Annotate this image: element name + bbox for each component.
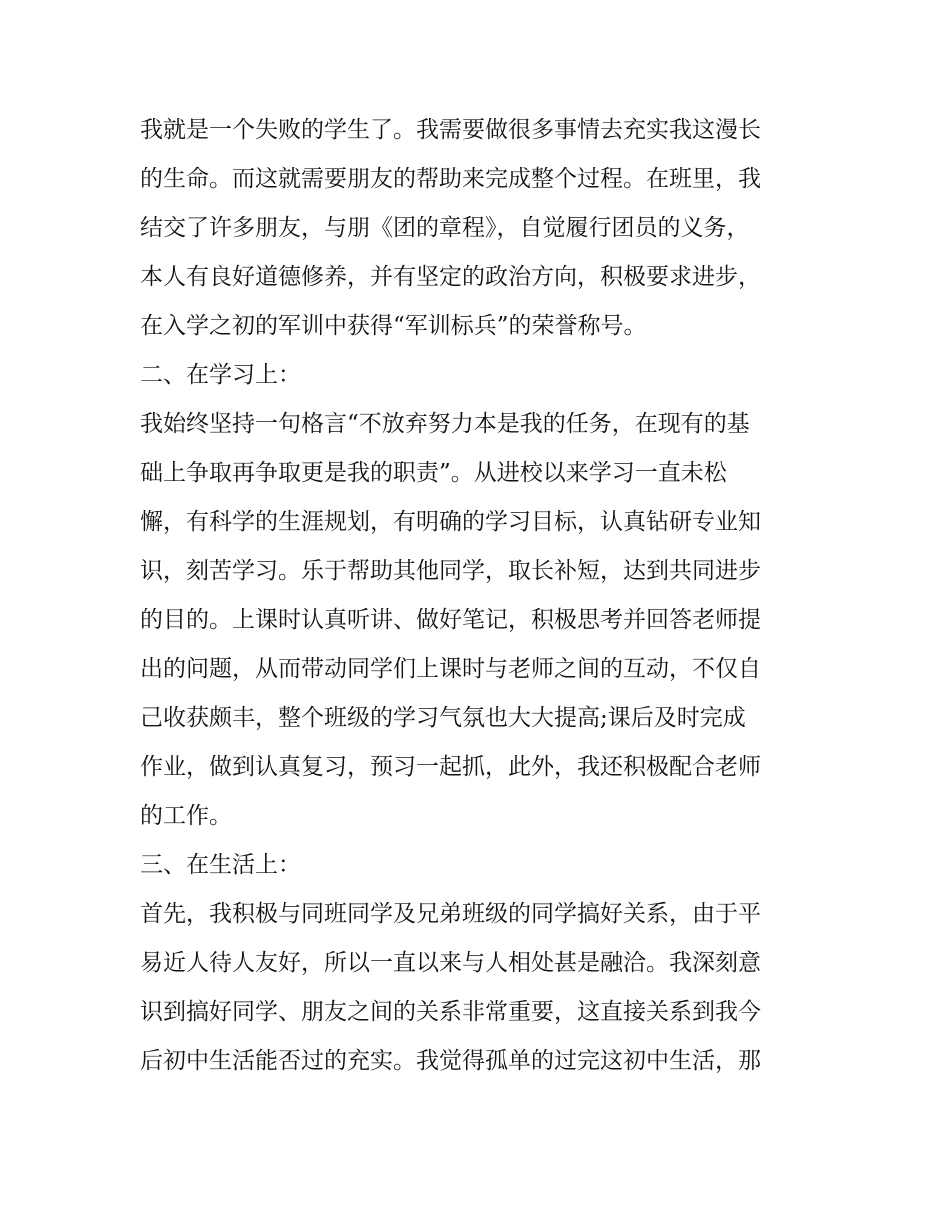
text-line: 结交了许多朋友，与朋《团的章程》，自觉履行团员的义务，	[140, 215, 750, 241]
text-line: 的工作。	[140, 803, 232, 829]
text-line: 础上争取再争取更是我的职责”。从进校以来学习一直未松	[140, 460, 727, 486]
text-line: 识到搞好同学、朋友之间的关系非常重要，这直接关系到我今	[140, 999, 761, 1025]
text-line: 我始终坚持一句格言“不放弃努力本是我的任务，在现有的基	[140, 411, 750, 437]
text-line: 出的问题，从而带动同学们上课时与老师之间的互动，不仅自	[140, 656, 761, 682]
text-line: 作业，做到认真复习，预习一起抓，此外，我还积极配合老师	[140, 754, 761, 780]
text-line: 本人有良好道德修养，并有坚定的政治方向，积极要求进步，	[140, 264, 761, 290]
text-line: 的生命。而这就需要朋友的帮助来完成整个过程。在班里，我	[140, 166, 761, 192]
text-line: 后初中生活能否过的充实。我觉得孤单的过完这初中生活，那	[140, 1048, 761, 1074]
text-line: 在入学之初的军训中获得“军训标兵”的荣誉称号。	[140, 313, 647, 339]
text-line: 识，刻苦学习。乐于帮助其他同学，取长补短，达到共同进步	[140, 558, 761, 584]
text-line: 己收获颇丰，整个班级的学习气氛也大大提高;课后及时完成	[140, 705, 746, 731]
text-line: 懈，有科学的生涯规划，有明确的学习目标，认真钻研专业知	[140, 509, 761, 535]
text-line: 的目的。上课时认真听讲、做好笔记，积极思考并回答老师提	[140, 607, 761, 633]
text-line: 易近人待人友好，所以一直以来与人相处甚是融洽。我深刻意	[140, 950, 761, 976]
text-line: 我就是一个失败的学生了。我需要做很多事情去充实我这漫长	[140, 117, 761, 143]
document-body	[140, 106, 820, 1086]
section-heading-study: 二、在学习上：	[140, 362, 301, 388]
text-line: 首先，我积极与同班同学及兄弟班级的同学搞好关系，由于平	[140, 901, 761, 927]
section-heading-life: 三、在生活上：	[140, 852, 301, 878]
